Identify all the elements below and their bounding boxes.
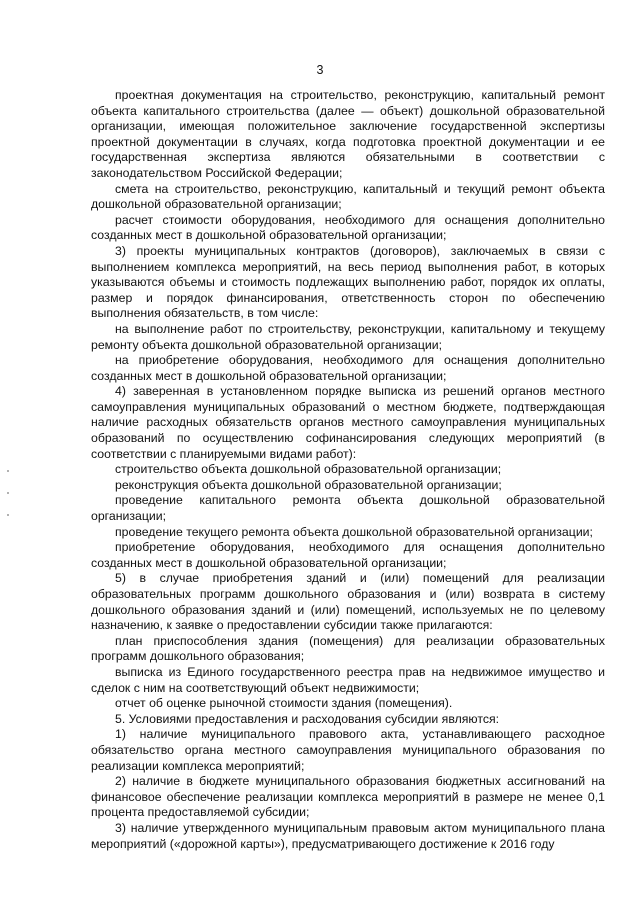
margin-mark <box>7 514 9 516</box>
paragraph: 2) наличие в бюджете муниципального образования бюджетных ассигнований на финансовое обеспечение реализации комплекса мероприятий в размере не менее 0,1 процента предоставляемой субсидии; <box>91 774 605 820</box>
paragraph: проведение текущего ремонта объекта дошкольной образовательной организации; <box>115 524 593 539</box>
paragraph: 3) проекты муниципальных контрактов (договоров), заключаемых в связи с выполнением комплекса мероприятий, на весь период выполнения работ, в которых указываются объемы и стоимость подлежащих выполнению работ, порядок их оплаты, размер и порядок финансирования, ответственность сторон по обеспечению выполнения обязательств, в том числе: <box>91 243 605 321</box>
margin-mark <box>7 492 9 494</box>
paragraph: строительство объекта дошкольной образовательной организации; <box>115 462 502 477</box>
paragraph: отчет об оценке рыночной стоимости здания (помещения). <box>115 696 453 711</box>
document-body <box>91 88 605 852</box>
paragraph: 3) наличие утвержденного муниципальным правовым актом муниципального плана мероприятий («дорожной карты»), предусматривающего достижение к 2016 году <box>91 820 605 851</box>
paragraph: на выполнение работ по строительству, реконструкции, капитальному и текущему ремонту объекта дошкольной образовательной организации; <box>91 321 605 352</box>
paragraph: 4) заверенная в установленном порядке выписка из решений органов местного самоуправления муниципальных образований о местном бюджете, подтверждающая наличие расходных обязательств органов местного самоуправления муниципальных образований по осуществлению софинансирования следующих мероприятий (в соответствии с планируемыми видами работ): <box>91 384 605 461</box>
paragraph: выписка из Единого государственного реестра прав на недвижимое имущество и сделок с ним на соответствующий объект недвижимости; <box>91 664 605 695</box>
paragraph: на приобретение оборудования, необходимого для оснащения дополнительно созданных мест в дошкольной образовательной организации; <box>91 353 605 383</box>
paragraph: 1) наличие муниципального правового акта, устанавливающего расходное обязательство органа местного самоуправления муниципального образования по реализации комплекса мероприятий; <box>91 727 605 773</box>
paragraph: расчет стоимости оборудования, необходимого для оснащения дополнительно созданных мест в дошкольной образовательной организации; <box>91 212 605 243</box>
paragraph: смета на строительство, реконструкцию, капитальный и текущий ремонт объекта дошкольной образовательной организации; <box>91 181 605 212</box>
paragraph: 5) в случае приобретения зданий и (или) помещений для реализации образовательных программ дошкольного образования и (или) возврата в систему дошкольного образования зданий и (или) помещений, используемых не по целевому назначению, к заявке о предоставлении субсидии также прилагаются: <box>91 571 605 633</box>
margin-mark <box>7 470 9 472</box>
paragraph: 5. Условиями предоставления и расходования субсидии являются: <box>115 711 500 726</box>
paragraph: проектная документация на строительство, реконструкцию, капитальный ремонт объекта капитального строительства (далее — объект) дошкольной образовательной организации, имеющая положительное заключение государственной экспертизы проектной документации в случаях, когда подготовка проектной документации и ее государственная экспертиза являются обязательными в соответствии с законодательством Российской Федерации; <box>91 88 605 180</box>
paragraph: план приспособления здания (помещения) для реализации образовательных программ дошкольного образования; <box>91 633 605 664</box>
paragraph: приобретение оборудования, необходимого для оснащения дополнительно созданных мест в дошкольной образовательной организации; <box>91 540 605 570</box>
page-number: 3 <box>316 63 324 77</box>
paragraph: проведение капитального ремонта объекта дошкольной образовательной организации; <box>91 493 605 524</box>
paragraph: реконструкция объекта дошкольной образовательной организации; <box>115 477 502 492</box>
